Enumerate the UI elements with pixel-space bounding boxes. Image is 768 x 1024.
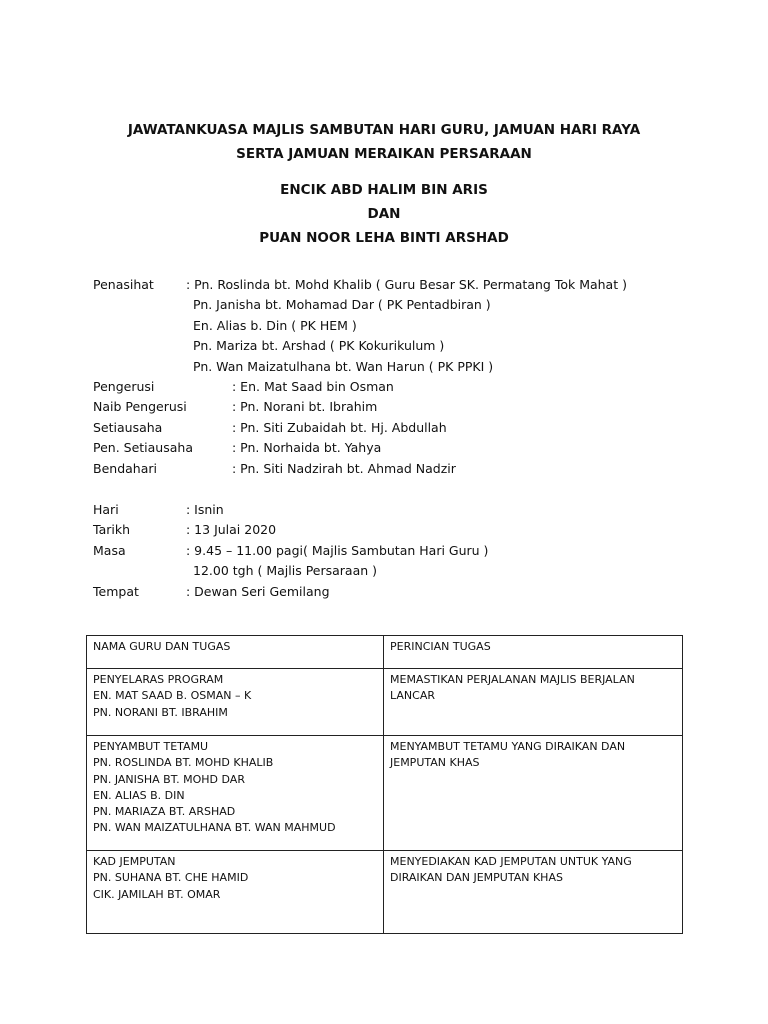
assignee-name: PN. MARIAZA BT. ARSHAD	[93, 805, 236, 819]
table-cell-assignees	[87, 851, 384, 934]
assignee-name: PN. ROSLINDA BT. MOHD KHALIB	[93, 756, 274, 770]
honoree-name-1: ENCIK ABD HALIM BIN ARIS	[280, 182, 488, 198]
event-day-label: Hari	[93, 502, 119, 517]
event-details-section	[93, 500, 713, 602]
duty-description: MENYEDIAKAN KAD JEMPUTAN UNTUK YANG	[390, 855, 632, 868]
assignee-name: PN. SUHANA BT. CHE HAMID	[93, 871, 249, 885]
honoree-conjunction: DAN	[367, 206, 401, 222]
penasihat-value: Pn. Mariza bt. Arshad ( PK Kokurikulum )	[193, 338, 445, 354]
duty-title: KAD JEMPUTAN	[93, 855, 176, 868]
assignee-name: EN. ALIAS B. DIN	[93, 788, 185, 802]
officer-label: Naib Pengerusi	[93, 399, 187, 415]
duties-table	[86, 635, 683, 934]
table-header-cell	[384, 636, 683, 669]
duty-description: JEMPUTAN KHAS	[390, 756, 480, 770]
penasihat-label: Penasihat	[93, 277, 154, 292]
penasihat-value: Pn. Janisha bt. Mohamad Dar ( PK Pentadbiran )	[193, 297, 491, 313]
table-cell-description	[384, 736, 683, 851]
assignee-name: EN. MAT SAAD B. OSMAN – K	[93, 689, 252, 703]
table-cell-description	[384, 669, 683, 736]
duty-description: MENYAMBUT TETAMU YANG DIRAIKAN DAN	[390, 740, 626, 753]
duty-description: MEMASTIKAN PERJALANAN MAJLIS BERJALAN	[390, 673, 635, 686]
event-day-value: : Isnin	[186, 502, 224, 517]
event-date-label: Tarikh	[93, 522, 130, 538]
officer-value: : Pn. Norani bt. Ibrahim	[232, 399, 378, 415]
event-time-value-2: 12.00 tgh ( Majlis Persaraan )	[193, 563, 378, 579]
event-venue-value: : Dewan Seri Gemilang	[186, 583, 330, 599]
assignee-name: PN. WAN MAIZATULHANA BT. WAN MAHMUD	[93, 821, 336, 835]
duty-description: LANCAR	[390, 689, 435, 703]
officer-label: Pengerusi	[93, 379, 155, 394]
officers-section	[93, 377, 713, 479]
duty-title: PENYELARAS PROGRAM	[93, 673, 224, 686]
table-row	[87, 669, 683, 736]
document-title-line-1: JAWATANKUASA MAJLIS SAMBUTAN HARI GURU, JAMUAN HARI RAYA	[127, 122, 641, 138]
officer-value: : En. Mat Saad bin Osman	[232, 379, 394, 394]
assignee-name: PN. NORANI BT. IBRAHIM	[93, 705, 228, 719]
table-cell-assignees	[87, 736, 384, 851]
officer-label: Setiausaha	[93, 419, 163, 435]
penasihat-value: En. Alias b. Din ( PK HEM )	[193, 317, 357, 333]
officer-value: : Pn. Siti Zubaidah bt. Hj. Abdullah	[232, 419, 447, 435]
officer-value: : Pn. Norhaida bt. Yahya	[232, 440, 382, 456]
event-time-value: : 9.45 – 11.00 pagi( Majlis Sambutan Hari Guru )	[186, 542, 489, 558]
penasihat-section	[93, 275, 713, 377]
penasihat-value: : Pn. Roslinda bt. Mohd Khalib ( Guru Besar SK. Permatang Tok Mahat )	[186, 277, 627, 292]
assignee-name: CIK. JAMILAH BT. OMAR	[93, 887, 221, 901]
officer-value: : Pn. Siti Nadzirah bt. Ahmad Nadzir	[232, 460, 456, 476]
table-cell-description	[384, 851, 683, 934]
document-title-line-2: SERTA JAMUAN MERAIKAN PERSARAAN	[236, 146, 532, 162]
officer-label: Pen. Setiausaha	[93, 440, 193, 456]
event-date-value: : 13 Julai 2020	[186, 522, 277, 538]
penasihat-value: Pn. Wan Maizatulhana bt. Wan Harun ( PK PPKI )	[193, 358, 494, 374]
event-time-label: Masa	[93, 542, 126, 558]
table-header-text: NAMA GURU DAN TUGAS	[93, 640, 231, 653]
duty-title: PENYAMBUT TETAMU	[93, 740, 209, 753]
duty-description: DIRAIKAN DAN JEMPUTAN KHAS	[390, 871, 563, 885]
honoree-name-2: PUAN NOOR LEHA BINTI ARSHAD	[259, 230, 509, 246]
table-row	[87, 851, 683, 934]
officer-label: Bendahari	[93, 460, 157, 476]
table-header-text: PERINCIAN TUGAS	[390, 640, 491, 653]
assignee-name: PN. JANISHA BT. MOHD DAR	[93, 772, 245, 786]
table-header-row	[87, 636, 683, 669]
table-row	[87, 736, 683, 851]
table-header-cell	[87, 636, 384, 669]
table-cell-assignees	[87, 669, 384, 736]
event-venue-label: Tempat	[93, 583, 139, 599]
